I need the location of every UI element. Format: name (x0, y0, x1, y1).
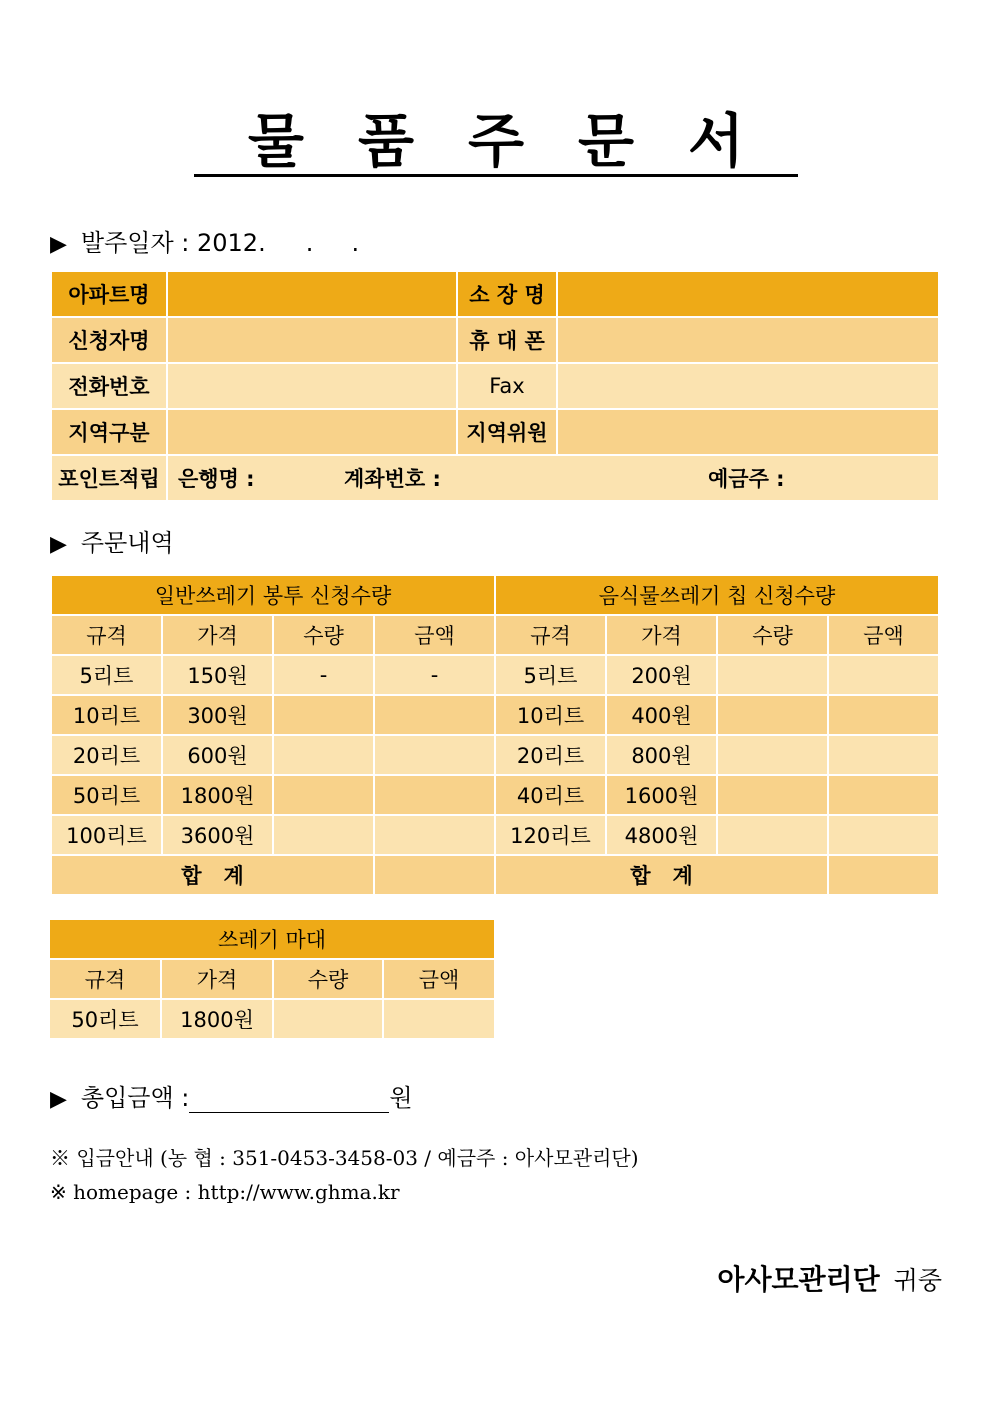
info-value[interactable] (558, 410, 940, 456)
table-cell: 1600원 (607, 776, 718, 816)
info-label: Fax (458, 364, 558, 410)
table-cell: 50리트 (52, 776, 163, 816)
column-header: 금액 (375, 616, 496, 656)
total-unit: 원 (389, 1084, 413, 1112)
order-date-label: 발주일자 : 2012. (80, 229, 266, 257)
order-section-heading: ▶ 주문내역 (50, 528, 174, 560)
column-header: 규격 (50, 960, 162, 1000)
info-value[interactable] (168, 318, 458, 364)
page-title (0, 108, 992, 177)
sum-label: 합 계 (496, 856, 829, 896)
quantity-cell[interactable] (718, 736, 829, 776)
table-cell: 300원 (163, 696, 274, 736)
table-cell: 4800원 (607, 816, 718, 856)
info-label: 지역구분 (52, 410, 168, 456)
amount-cell[interactable] (829, 696, 940, 736)
table-cell: 400원 (607, 696, 718, 736)
amount-cell[interactable] (829, 736, 940, 776)
deposit-note: ※ 입금안내 (농 협 : 351-0453-3458-03 / 예금주 : 아사모관리단) (50, 1146, 639, 1170)
table-cell: 800원 (607, 736, 718, 776)
quantity-cell[interactable]: - (274, 656, 375, 696)
group-header-food: 음식물쓰레기 칩 신청수량 (496, 576, 940, 616)
table-cell: 40리트 (496, 776, 607, 816)
info-value[interactable] (558, 272, 940, 318)
point-fields (168, 456, 940, 502)
table-cell: 100리트 (52, 816, 163, 856)
bank-label: 은행명 : (178, 467, 255, 491)
column-header: 규격 (52, 616, 163, 656)
column-header: 가격 (162, 960, 274, 1000)
quantity-cell[interactable] (274, 776, 375, 816)
column-header: 금액 (384, 960, 496, 1000)
table-cell: 120리트 (496, 816, 607, 856)
info-label: 신청자명 (52, 318, 168, 364)
document-title: 물품주문서 (194, 108, 798, 177)
quantity-cell[interactable] (718, 696, 829, 736)
info-label: 지역위원 (458, 410, 558, 456)
signature-name: 아사모관리단 (717, 1263, 880, 1296)
order-table (52, 576, 940, 896)
column-header: 가격 (607, 616, 718, 656)
amount-cell[interactable]: - (375, 656, 496, 696)
quantity-cell[interactable] (274, 696, 375, 736)
group-header-general: 일반쓰레기 봉투 신청수량 (52, 576, 496, 616)
table-cell: 50리트 (50, 1000, 162, 1040)
total-amount-field[interactable] (189, 1086, 389, 1113)
quantity-cell[interactable] (274, 736, 375, 776)
table-cell: 5리트 (52, 656, 163, 696)
quantity-cell[interactable] (274, 1000, 384, 1040)
column-header: 금액 (829, 616, 940, 656)
column-header: 가격 (163, 616, 274, 656)
amount-cell[interactable] (375, 776, 496, 816)
homepage-note: ※ homepage : http://www.ghma.kr (50, 1180, 400, 1204)
amount-cell[interactable] (375, 816, 496, 856)
arrow-icon: ▶ (50, 532, 67, 557)
sum-amount[interactable] (829, 856, 940, 896)
info-value[interactable] (558, 364, 940, 410)
quantity-cell[interactable] (718, 816, 829, 856)
order-date-line (50, 228, 359, 260)
table-cell: 200원 (607, 656, 718, 696)
info-value[interactable] (168, 410, 458, 456)
info-value[interactable] (168, 272, 458, 318)
column-header: 수량 (274, 960, 384, 1000)
arrow-icon: ▶ (50, 232, 67, 257)
table-cell: 1800원 (162, 1000, 274, 1040)
info-label: 전화번호 (52, 364, 168, 410)
sack-table (50, 920, 496, 1040)
table-cell: 10리트 (496, 696, 607, 736)
signature (717, 1258, 942, 1298)
total-line (50, 1078, 413, 1113)
info-label: 휴 대 폰 (458, 318, 558, 364)
table-cell: 1800원 (163, 776, 274, 816)
table-cell: 3600원 (163, 816, 274, 856)
account-label: 계좌번호 : (344, 467, 441, 491)
signature-suffix: 귀중 (893, 1266, 942, 1295)
table-cell: 20리트 (52, 736, 163, 776)
quantity-cell[interactable] (718, 656, 829, 696)
order-date-dots: . . (305, 229, 360, 257)
amount-cell[interactable] (375, 696, 496, 736)
table-cell: 150원 (163, 656, 274, 696)
column-header: 수량 (274, 616, 375, 656)
column-header: 규격 (496, 616, 607, 656)
amount-cell[interactable] (375, 736, 496, 776)
table-cell: 600원 (163, 736, 274, 776)
info-label: 소 장 명 (458, 272, 558, 318)
table-cell: 5리트 (496, 656, 607, 696)
sack-title: 쓰레기 마대 (50, 920, 496, 960)
sum-amount[interactable] (375, 856, 496, 896)
quantity-cell[interactable] (274, 816, 375, 856)
amount-cell[interactable] (829, 776, 940, 816)
sum-label: 합 계 (52, 856, 375, 896)
holder-label: 예금주 : (708, 467, 785, 491)
arrow-icon: ▶ (50, 1087, 67, 1112)
column-header: 수량 (718, 616, 829, 656)
info-label: 아파트명 (52, 272, 168, 318)
total-label: 총입금액 : (80, 1084, 190, 1112)
amount-cell[interactable] (829, 816, 940, 856)
info-value[interactable] (168, 364, 458, 410)
quantity-cell[interactable] (718, 776, 829, 816)
info-table (52, 272, 940, 502)
amount-cell[interactable] (829, 656, 940, 696)
info-value[interactable] (558, 318, 940, 364)
table-cell: 20리트 (496, 736, 607, 776)
table-cell: 10리트 (52, 696, 163, 736)
point-label: 포인트적립 (52, 456, 168, 502)
amount-cell[interactable] (384, 1000, 496, 1040)
